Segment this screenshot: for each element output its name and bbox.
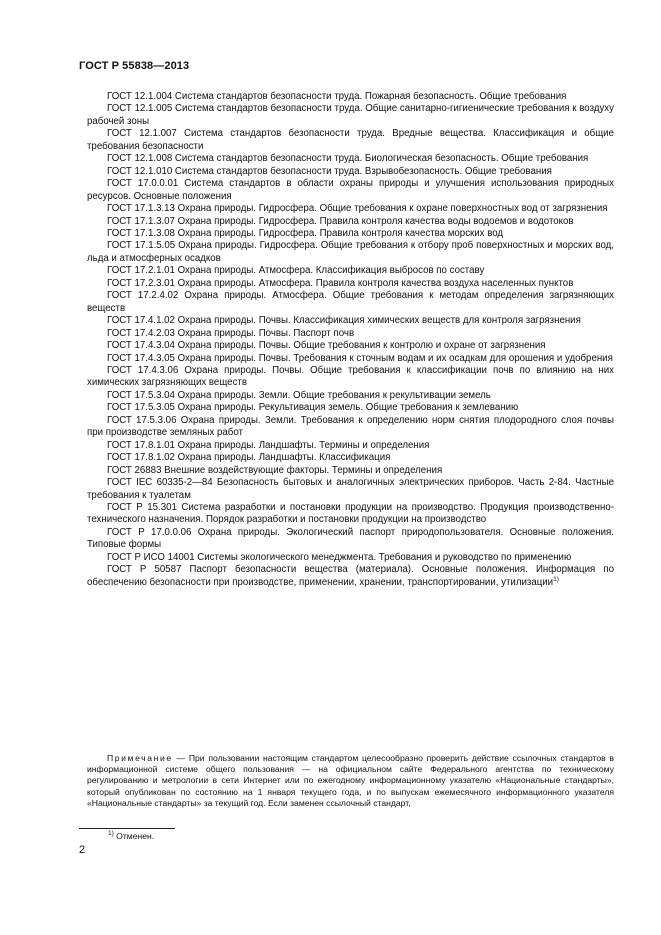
footnote-text: Отменен. <box>113 831 155 841</box>
reference-item-last <box>87 564 614 589</box>
note-text: — При пользовании настоящим стандартом целесообразно проверить действие ссылочных стандартов в информационной системе общего пользования — на официальном сайте Федерального агентства по техническому регулированию и метрологии в сети Интернет или по ежегодному информационному указателю «Национальные стандарты», который опубликован по состоянию на 1 января текущего года, и по выпускам ежемесячного информационного указателя «Национальные стандарты» за текущий год. Если заменен ссылочный стандарт, <box>87 753 614 808</box>
reference-item: ГОСТ 17.2.4.02 Охрана природы. Атмосфера. Общие требования к методам определения загрязняющих веществ <box>87 290 614 314</box>
normative-references <box>87 91 614 589</box>
reference-item: ГОСТ IEC 60335-2—84 Безопасность бытовых и аналогичных электрических приборов. Часть 2-84. Частные требования к туалетам <box>87 477 614 501</box>
reference-item: ГОСТ Р 15.301 Система разработки и постановки продукции на производство. Продукция производственно-технического назначения. Порядок разработки и постановки продукции на производство <box>87 501 614 526</box>
footnote-number: 1) <box>108 830 114 837</box>
note-paragraph <box>87 753 614 809</box>
reference-item: ГОСТ 17.0.0.01 Система стандартов в области охраны природы и улучшения использования природных ресурсов. Основные положения <box>87 178 614 202</box>
reference-item: ГОСТ 17.1.5.05 Охрана природы. Гидросфера. Общие требования к отбору проб поверхностных и морских вод, льда и атмосферных осадков <box>87 240 614 264</box>
reference-item: ГОСТ 17.5.3.05 Охрана природы. Рекультивация земель. Общие требования к землеванию <box>107 402 519 414</box>
reference-item: ГОСТ 17.4.3.06 Охрана природы. Почвы. Общие требования к классификации почв по влиянию на них химических загрязняющих веществ <box>87 364 614 389</box>
footnote <box>108 831 154 842</box>
reference-item: ГОСТ 17.4.3.04 Охрана природы. Почвы. Общие требования к контролю и охране от загрязнения <box>107 340 546 352</box>
footnote-marker: 1) <box>553 575 559 583</box>
reference-item: ГОСТ 26883 Внешние воздействующие факторы. Термины и определения <box>107 464 443 476</box>
reference-item: ГОСТ 17.1.3.07 Охрана природы. Гидросфера. Правила контроля качества воды водоемов и водотоков <box>107 215 574 227</box>
reference-item: ГОСТ 17.4.1.02 Охрана природы. Почвы. Классификация химических веществ для контроля загрязнения <box>107 315 581 327</box>
reference-item: ГОСТ 17.5.3.04 Охрана природы. Земли. Общие требования к рекультивации земель <box>107 389 491 401</box>
footnote-separator <box>79 828 175 829</box>
reference-item: ГОСТ 12.1.007 Система стандартов безопасности труда. Вредные вещества. Классификация и общие требования безопасности <box>87 128 614 152</box>
reference-item: ГОСТ 17.8.1.01 Охрана природы. Ландшафты. Термины и определения <box>107 439 430 451</box>
reference-item: ГОСТ 17.4.2.03 Охрана природы. Почвы. Паспорт почв <box>107 327 355 339</box>
reference-item: ГОСТ 12.1.004 Система стандартов безопасности труда. Пожарная безопасность. Общие требования <box>107 91 567 102</box>
reference-item: ГОСТ Р 17.0.0.06 Охрана природы. Экологический паспорт природопользователя. Основные положения. Типовые формы <box>87 526 614 551</box>
reference-item: ГОСТ 17.8.1.02 Охрана природы. Ландшафты. Классификация <box>107 452 391 464</box>
document-header: ГОСТ Р 55838—2013 <box>79 60 190 72</box>
reference-item: ГОСТ Р ИСО 14001 Системы экологического менеджмента. Требования и руководство по применению <box>107 551 572 563</box>
reference-item: ГОСТ 12.1.008 Система стандартов безопасности труда. Биологическая безопасность. Общие требования <box>107 153 589 165</box>
reference-item: ГОСТ 17.1.3.08 Охрана природы. Гидросфера. Правила контроля качества морских вод <box>107 227 504 239</box>
reference-item: ГОСТ 12.1.005 Система стандартов безопасности труда. Общие санитарно-гигиенические требования к воздуху рабочей зоны <box>87 103 614 127</box>
reference-item: ГОСТ 12.1.010 Система стандартов безопасности труда. Взрывобезопасность. Общие требования <box>107 165 552 177</box>
reference-item: ГОСТ 17.5.3.06 Охрана природы. Земли. Требования к определению норм снятия плодородного слоя почвы при производстве земляных работ <box>87 414 614 439</box>
note-label: Примечание <box>107 753 173 763</box>
page-number: 2 <box>79 844 86 856</box>
reference-item: ГОСТ 17.2.3.01 Охрана природы. Атмосфера. Правила контроля качества воздуха населенных пунктов <box>107 277 574 289</box>
reference-item: ГОСТ 17.2.1.01 Охрана природы. Атмосфера. Классификация выбросов по составу <box>107 265 485 277</box>
reference-item: ГОСТ 17.4.3.05 Охрана природы. Почвы. Требования к сточным водам и их осадкам для орошения и удобрения <box>107 352 613 364</box>
reference-item: ГОСТ 17.1.3.13 Охрана природы. Гидросфера. Общие требования к охране поверхностных вод от загрязнения <box>107 203 608 215</box>
reference-text: ГОСТ Р 50587 Паспорт безопасности вещества (материала). Основные положения. Информация по обеспечению безопасности при производстве, применении, хранении, транспортировании, утилизации <box>87 564 614 588</box>
